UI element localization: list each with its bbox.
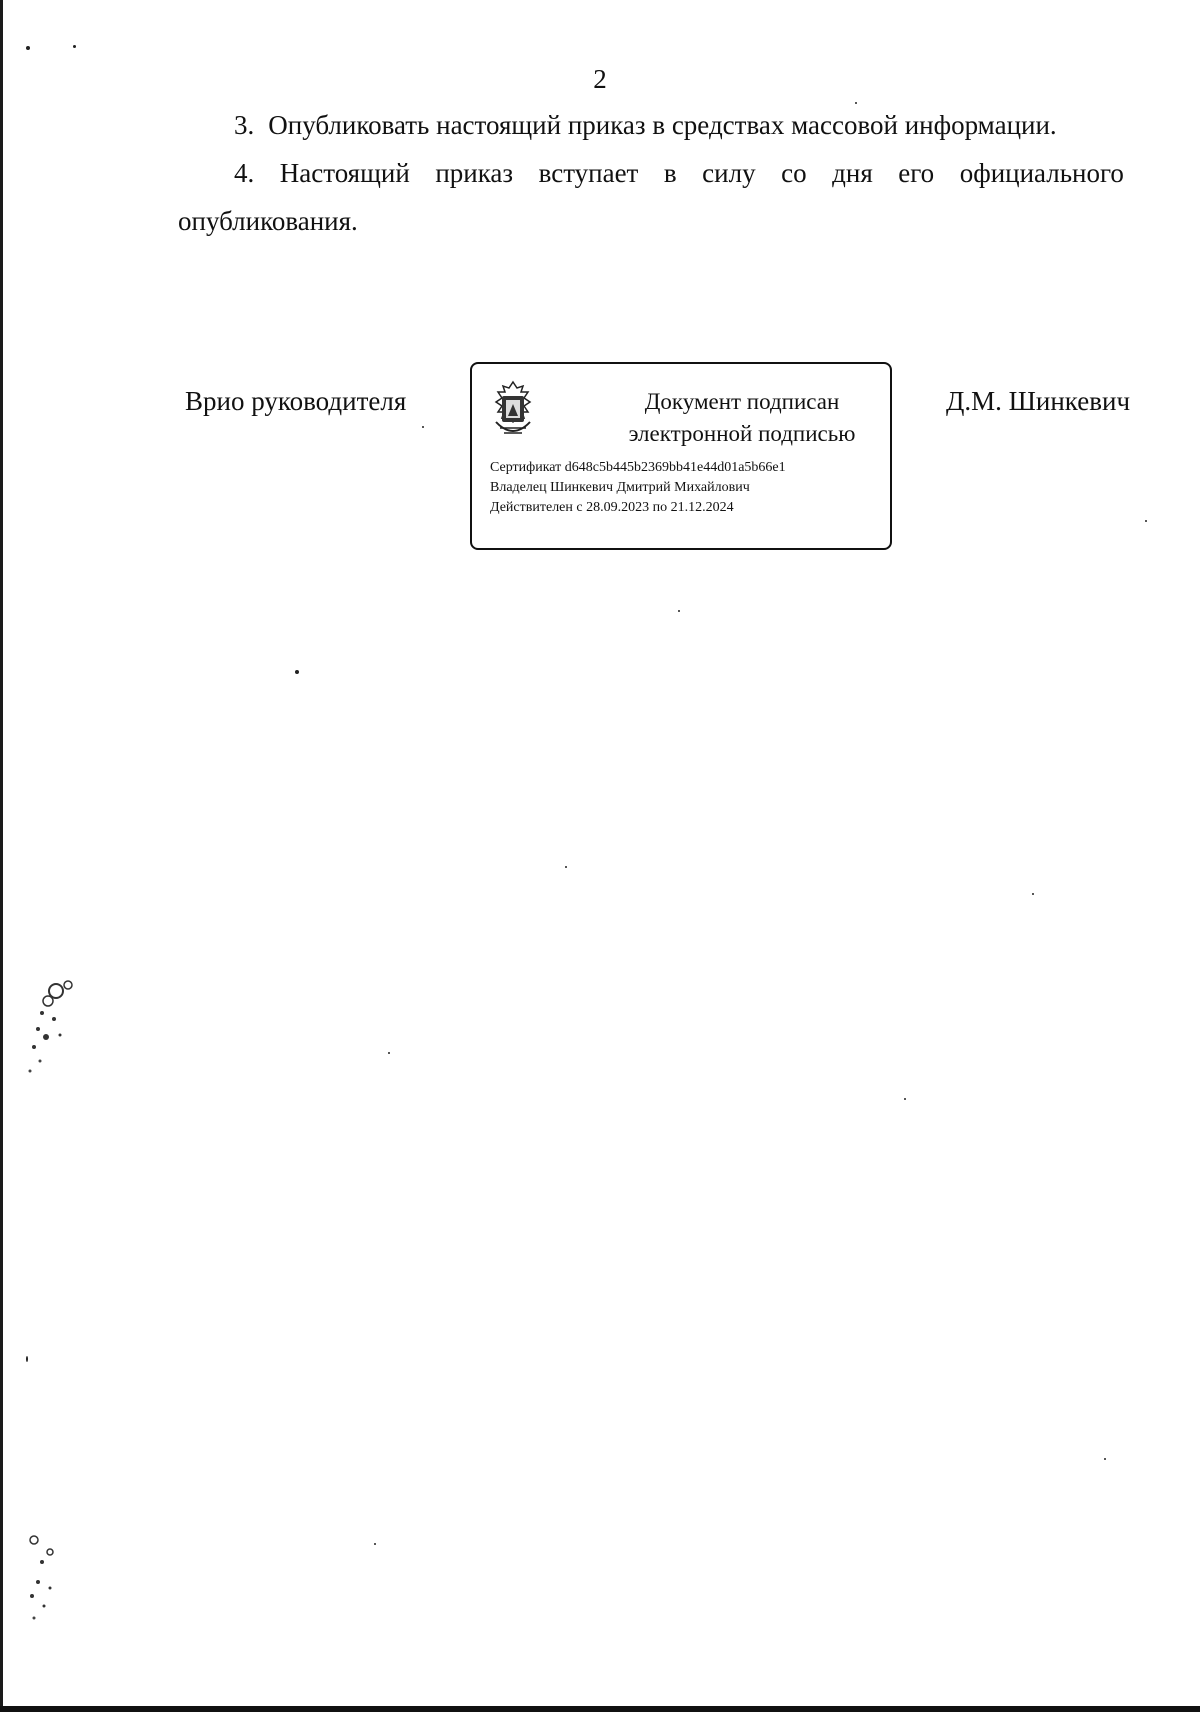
paragraph-number: 3. bbox=[234, 110, 255, 140]
scan-speck bbox=[904, 1098, 906, 1100]
paragraph-item-3 bbox=[234, 101, 1057, 149]
scan-speck bbox=[1104, 1458, 1106, 1460]
stamp-owner: Владелец Шинкевич Дмитрий Михайлович bbox=[490, 480, 750, 495]
stamp-title bbox=[592, 386, 892, 450]
scan-speck bbox=[374, 1543, 376, 1545]
electronic-signature-stamp bbox=[470, 362, 892, 550]
paragraph-word: вступает bbox=[538, 158, 639, 188]
page-number: 2 bbox=[593, 64, 607, 94]
scan-speck bbox=[295, 670, 299, 674]
scan-speck bbox=[26, 46, 30, 50]
coat-of-arms-icon bbox=[490, 378, 536, 440]
paragraph-text: Опубликовать настоящий приказ в средствах массовой информации. bbox=[268, 110, 1057, 140]
scan-smudge bbox=[20, 975, 80, 1085]
paragraph-item-4 bbox=[178, 149, 1124, 245]
scan-speck bbox=[1032, 893, 1034, 895]
scan-bottom-edge bbox=[0, 1706, 1200, 1712]
paragraph-line bbox=[178, 149, 1124, 197]
paragraph-word: в bbox=[663, 158, 677, 188]
scan-speck bbox=[678, 610, 680, 612]
stamp-certificate: Сертификат d648c5b445b2369bb41e44d01a5b66e1 bbox=[490, 460, 786, 475]
paragraph-word: его bbox=[898, 158, 935, 188]
signatory-role: Врио руководителя bbox=[185, 386, 407, 416]
stamp-title-line: электронной подписью bbox=[628, 421, 856, 446]
paragraph-word: приказ bbox=[435, 158, 514, 188]
scan-speck bbox=[565, 866, 567, 868]
paragraph-continuation: опубликования. bbox=[178, 206, 358, 236]
scan-speck bbox=[422, 426, 424, 428]
scan-speck bbox=[26, 1356, 28, 1362]
paragraph-word: силу bbox=[702, 158, 756, 188]
stamp-title-line: Документ подписан bbox=[644, 389, 840, 414]
scan-speck bbox=[73, 45, 76, 48]
scan-left-edge bbox=[0, 0, 3, 1712]
scan-speck bbox=[388, 1052, 390, 1054]
signatory-name: Д.М. Шинкевич bbox=[946, 386, 1131, 416]
paragraph-word: 4. bbox=[234, 158, 255, 188]
paragraph-word: Настоящий bbox=[279, 158, 410, 188]
paragraph-word: со bbox=[781, 158, 807, 188]
scan-smudge bbox=[20, 1530, 80, 1630]
scan-speck bbox=[1145, 520, 1147, 522]
stamp-details bbox=[490, 458, 786, 518]
paragraph-word: дня bbox=[832, 158, 873, 188]
paragraph-word: официального bbox=[959, 158, 1124, 188]
stamp-validity: Действителен с 28.09.2023 по 21.12.2024 bbox=[490, 500, 734, 515]
